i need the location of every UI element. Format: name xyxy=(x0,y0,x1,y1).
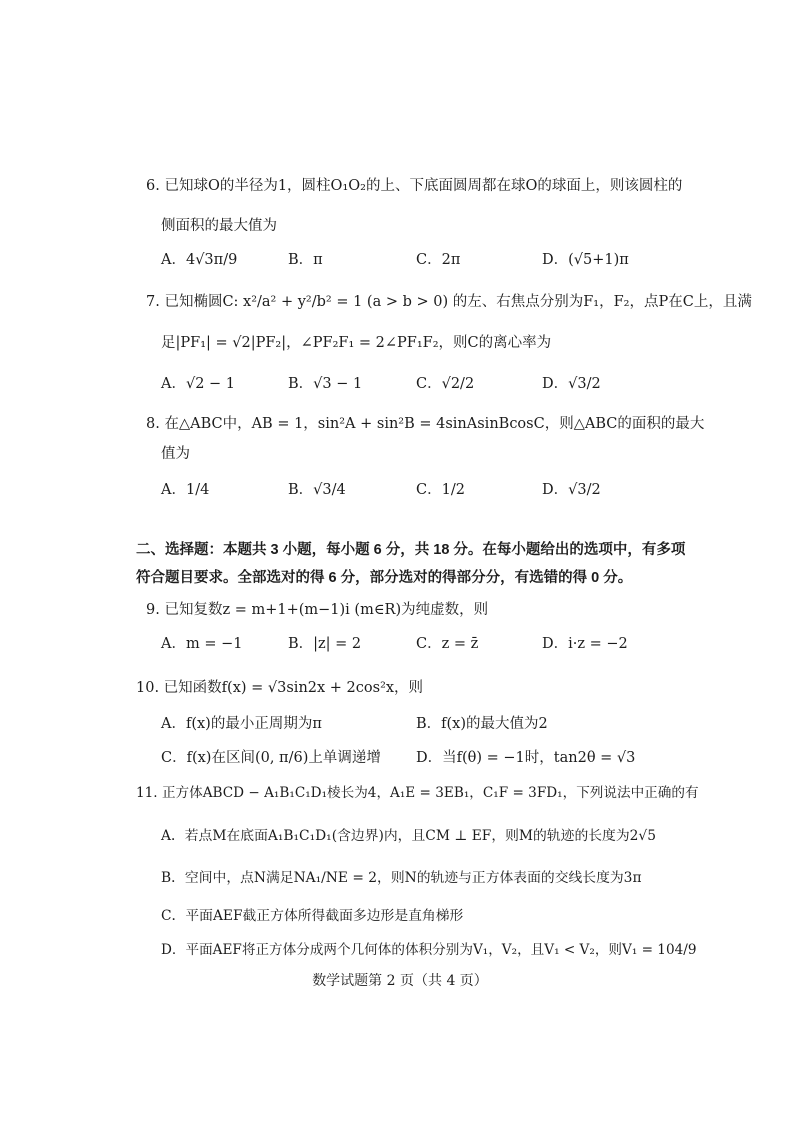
q8-option-c: C．1/2 xyxy=(416,482,465,498)
q7-option-b: B．√3 − 1 xyxy=(288,376,363,392)
q6-option-d: D．(√5+1)π xyxy=(542,252,629,268)
q8-option-d: D．√3/2 xyxy=(542,482,601,498)
q10-stem-line1: 10. 已知函数f(x) = √3sin2x + 2cos²x，则 xyxy=(136,680,424,696)
q6-option-c: C．2π xyxy=(416,252,461,268)
q6-stem-line2: 侧面积的最大值为 xyxy=(161,218,277,234)
q9-option-a: A．m = −1 xyxy=(161,636,243,652)
section2-heading-line1: 二、选择题：本题共 3 小题，每小题 6 分，共 18 分。在每小题给出的选项中，有多项 xyxy=(136,542,686,558)
q9-option-d: D．i·z = −2 xyxy=(542,636,628,652)
q11-option-c: C．平面AEF截正方体所得截面多边形是直角梯形 xyxy=(161,908,464,924)
q10-option-d: D．当f(θ) = −1时，tan2θ = √3 xyxy=(416,750,636,766)
q8-option-a: A．1/4 xyxy=(161,482,210,498)
q7-option-d: D．√3/2 xyxy=(542,376,601,392)
q7-stem-line1: 7. 已知椭圆C: x²/a² + y²/b² = 1 (a > b > 0) 的左、右焦点分别为F₁，F₂，点P在C上，且满 xyxy=(146,294,752,310)
q6-option-a: A．4√3π/9 xyxy=(161,252,238,268)
q6-stem-line1: 6. 已知球O的半径为1，圆柱O₁O₂的上、下底面圆周都在球O的球面上，则该圆柱的 xyxy=(146,178,683,194)
q10-option-a: A．f(x)的最小正周期为π xyxy=(161,716,322,732)
q11-option-b: B．空间中，点N满足NA₁/NE = 2，则N的轨迹与正方体表面的交线长度为3π xyxy=(161,870,642,886)
q7-option-a: A．√2 − 1 xyxy=(161,376,236,392)
q7-option-c: C．√2/2 xyxy=(416,376,475,392)
q11-option-d: D．平面AEF将正方体分成两个几何体的体积分别为V₁，V₂，且V₁ < V₂，则V₁ = 104/9 xyxy=(161,942,697,958)
q11-stem-line1: 11. 正方体ABCD − A₁B₁C₁D₁棱长为4，A₁E = 3EB₁，C₁F = 3FD₁，下列说法中正确的有 xyxy=(136,785,699,801)
q10-option-b: B．f(x)的最大值为2 xyxy=(416,716,548,732)
q9-stem-line1: 9. 已知复数z = m+1+(m−1)i (m∈R)为纯虚数，则 xyxy=(146,602,489,618)
q8-stem-line1: 8. 在△ABC中，AB = 1，sin²A + sin²B = 4sinAsinBcosC，则△ABC的面积的最大 xyxy=(146,416,705,432)
section2-heading-line2: 符合题目要求。全部选对的得 6 分，部分选对的得部分分，有选错的得 0 分。 xyxy=(136,570,633,586)
q10-option-c: C．f(x)在区间(0, π/6)上单调递增 xyxy=(161,750,381,766)
q9-option-b: B．|z| = 2 xyxy=(288,636,362,652)
page-footer: 数学试题第 2 页（共 4 页） xyxy=(312,973,488,989)
q8-option-b: B．√3/4 xyxy=(288,482,346,498)
q9-option-c: C．z = z̄ xyxy=(416,636,479,652)
q6-option-b: B．π xyxy=(288,252,323,268)
q8-stem-line2: 值为 xyxy=(161,446,190,462)
q11-option-a: A．若点M在底面A₁B₁C₁D₁(含边界)内，且CM ⊥ EF，则M的轨迹的长度为2√5 xyxy=(161,828,656,844)
q7-stem-line2: 足|PF₁| = √2|PF₂|，∠PF₂F₁ = 2∠PF₁F₂，则C的离心率为 xyxy=(161,335,552,351)
